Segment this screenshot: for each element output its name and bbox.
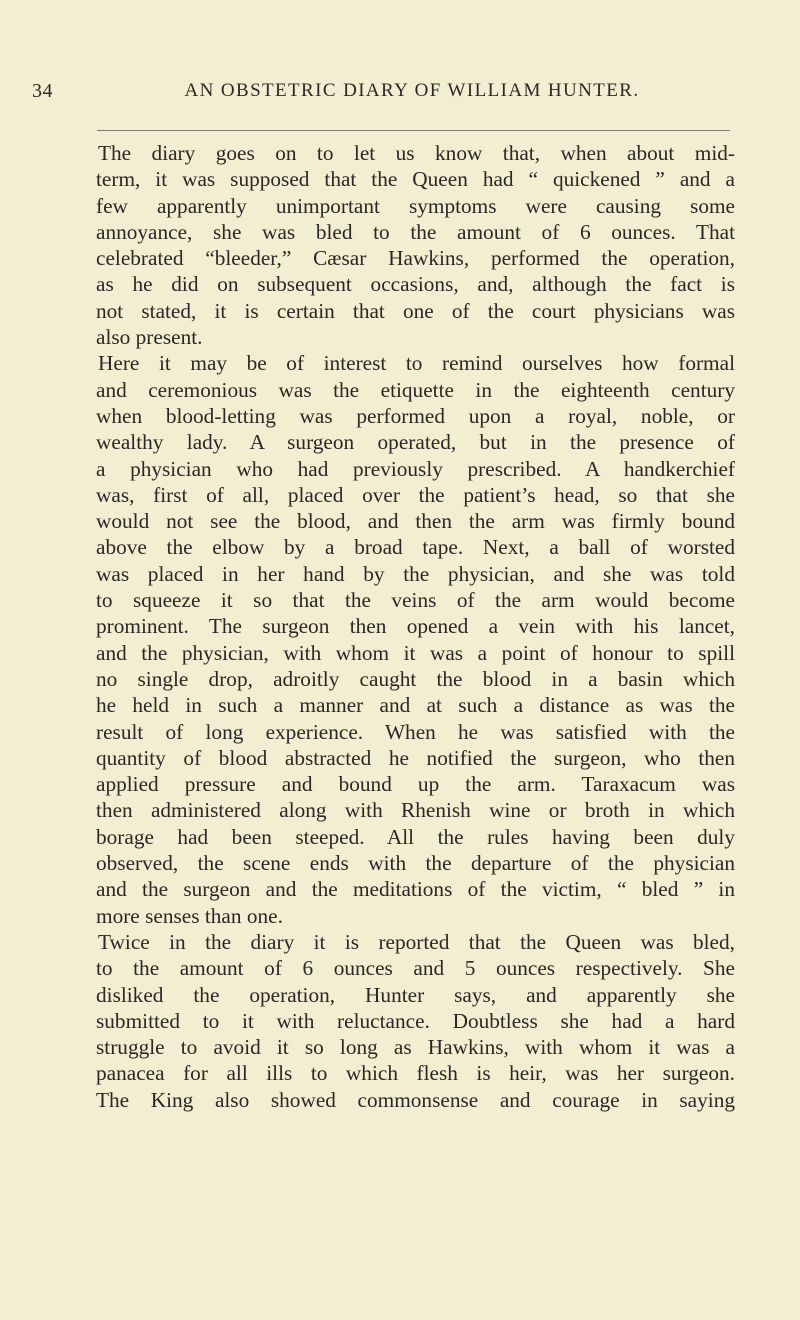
text-line: to the amount of 6 ounces and 5 ounces respectively. She [96, 956, 735, 981]
text-line: and the physician, with whom it was a point of honour to spill [96, 640, 735, 665]
text-line: wealthy lady. A surgeon operated, but in the presence of [96, 430, 735, 455]
header-rule [97, 130, 730, 131]
text-line: borage had been steeped. All the rules having been duly [96, 824, 735, 849]
body-text [96, 140, 735, 1113]
text-line: was, first of all, placed over the patient’s head, so that she [96, 482, 735, 507]
text-line: above the elbow by a broad tape. Next, a ball of worsted [96, 535, 735, 560]
text-line: Here it may be of interest to remind ourselves how formal [98, 351, 735, 376]
text-line: not stated, it is certain that one of the court physicians was [96, 298, 735, 323]
text-line: he held in such a manner and at such a distance as was the [96, 693, 735, 718]
text-line: a physician who had previously prescribed. A handkerchief [96, 456, 735, 481]
text-line: and ceremonious was the etiquette in the eighteenth century [96, 377, 735, 402]
text-line: as he did on subsequent occasions, and, although the fact is [96, 272, 735, 297]
text-line: Twice in the diary it is reported that the Queen was bled, [98, 929, 735, 954]
text-line: and the surgeon and the meditations of the victim, “ bled ” in [96, 877, 735, 902]
text-line: annoyance, she was bled to the amount of 6 ounces. That [96, 219, 735, 244]
text-line: when blood-letting was performed upon a royal, noble, or [96, 403, 735, 428]
text-line: also present. [96, 325, 203, 350]
text-line: observed, the scene ends with the departure of the physician [96, 851, 735, 876]
text-line: more senses than one. [96, 903, 283, 928]
page-number: 34 [32, 80, 53, 102]
text-line: disliked the operation, Hunter says, and apparently she [96, 982, 735, 1007]
text-line: to squeeze it so that the veins of the arm would become [96, 588, 735, 613]
text-line: prominent. The surgeon then opened a vein with his lancet, [96, 614, 735, 639]
text-line: applied pressure and bound up the arm. Taraxacum was [96, 772, 735, 797]
running-title: AN OBSTETRIC DIARY OF WILLIAM HUNTER. [184, 80, 640, 101]
text-line: then administered along with Rhenish wine or broth in which [96, 798, 735, 823]
text-line: The diary goes on to let us know that, when about mid- [98, 141, 735, 165]
text-line: panacea for all ills to which flesh is heir, was her surgeon. [96, 1061, 735, 1086]
text-line: term, it was supposed that the Queen had “ quickened ” and a [96, 167, 735, 192]
text-line: no single drop, adroitly caught the blood in a basin which [96, 666, 735, 691]
text-line: submitted to it with reluctance. Doubtless she had a hard [96, 1008, 735, 1033]
text-line: quantity of blood abstracted he notified the surgeon, who then [96, 745, 735, 770]
text-line: celebrated “bleeder,” Cæsar Hawkins, performed the operation, [96, 246, 735, 271]
text-line: The King also showed commonsense and courage in saying [96, 1087, 735, 1112]
text-line: was placed in her hand by the physician, and she was told [96, 561, 735, 586]
text-line: few apparently unimportant symptoms were causing some [96, 193, 735, 218]
text-line: result of long experience. When he was satisfied with the [96, 719, 735, 744]
text-line: would not see the blood, and then the arm was firmly bound [96, 509, 735, 534]
text-line: struggle to avoid it so long as Hawkins, with whom it was a [96, 1035, 735, 1060]
running-head [32, 80, 768, 114]
